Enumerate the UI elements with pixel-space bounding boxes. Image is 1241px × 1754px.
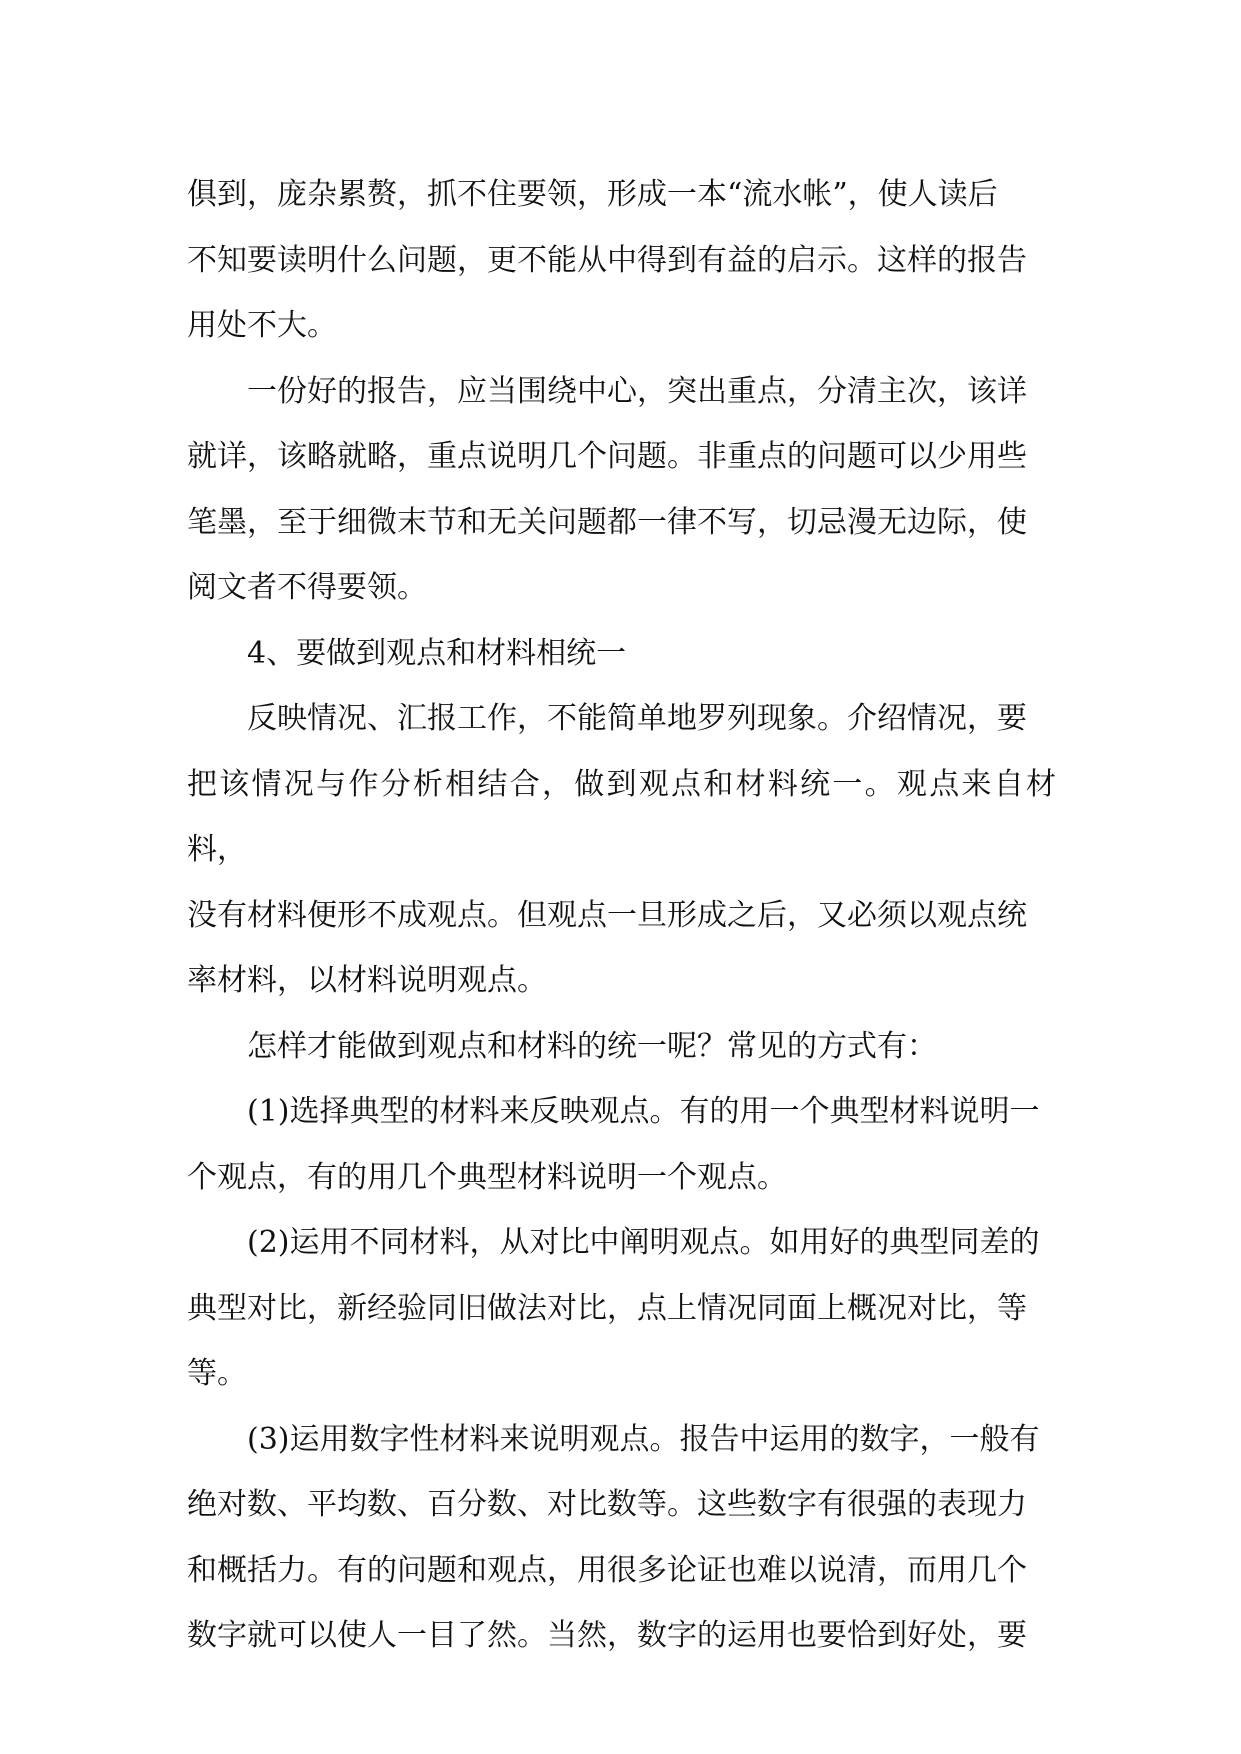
- text-line: 笔墨，至于细微末节和无关问题都一律不写，切忌漫无边际，使: [187, 504, 1027, 540]
- text-line: 俱到，庞杂累赘，抓不住要领，形成一本“流水帐”，使人读后: [187, 177, 998, 212]
- text-line: 把该情况与作分析相结合，做到观点和材料统一。观点来自材料，: [187, 766, 1056, 867]
- text-line: 等。: [187, 1356, 247, 1391]
- text-line: 不知要读明什么问题，更不能从中得到有益的启示。这样的报告: [187, 242, 1027, 278]
- text-line: 用处不大。: [187, 308, 337, 343]
- paragraph-reflecting-situation: [187, 686, 1056, 1014]
- paragraph-method-3: [187, 1407, 1056, 1669]
- paragraph-method-2: [187, 1210, 1056, 1407]
- paragraph-method-1: [187, 1079, 1056, 1210]
- text-line: 和概括力。有的问题和观点，用很多论证也难以说清，而用几个: [187, 1552, 1027, 1588]
- paragraph-continuation: [187, 162, 1056, 359]
- heading-text: 4、要做到观点和材料相统一: [247, 635, 627, 671]
- text-line: 怎样才能做到观点和材料的统一呢？常见的方式有：: [247, 1028, 937, 1064]
- text-line: (3)运用数字性材料来说明观点。报告中运用的数字，一般有: [247, 1421, 1040, 1457]
- section-heading: [187, 621, 1056, 687]
- text-line: 个观点，有的用几个典型材料说明一个观点。: [187, 1159, 787, 1195]
- text-line: 数字就可以使人一目了然。当然，数字的运用也要恰到好处，要: [187, 1618, 1027, 1653]
- paragraph-methods-question: [187, 1014, 1056, 1080]
- text-line: (1)选择典型的材料来反映观点。有的用一个典型材料说明一: [247, 1094, 1040, 1129]
- text-line: 阅文者不得要领。: [187, 570, 427, 605]
- text-line: 典型对比，新经验同旧做法对比，点上情况同面上概况对比，等: [187, 1290, 1027, 1326]
- paragraph-good-report: [187, 359, 1056, 621]
- text-line: 率材料，以材料说明观点。: [187, 963, 547, 998]
- text-line: 一份好的报告，应当围绕中心，突出重点，分清主次，该详: [247, 373, 1027, 409]
- body-text: [187, 162, 1056, 1669]
- text-line: 反映情况、汇报工作，不能简单地罗列现象。介绍情况，要: [247, 701, 1027, 736]
- text-line: 没有材料便形不成观点。但观点一旦形成之后，又必须以观点统: [187, 897, 1027, 933]
- text-line: 就详，该略就略，重点说明几个问题。非重点的问题可以少用些: [187, 439, 1027, 474]
- text-line: (2)运用不同材料，从对比中阐明观点。如用好的典型同差的: [247, 1225, 1040, 1260]
- text-line: 绝对数、平均数、百分数、对比数等。这些数字有很强的表现力: [187, 1487, 1027, 1522]
